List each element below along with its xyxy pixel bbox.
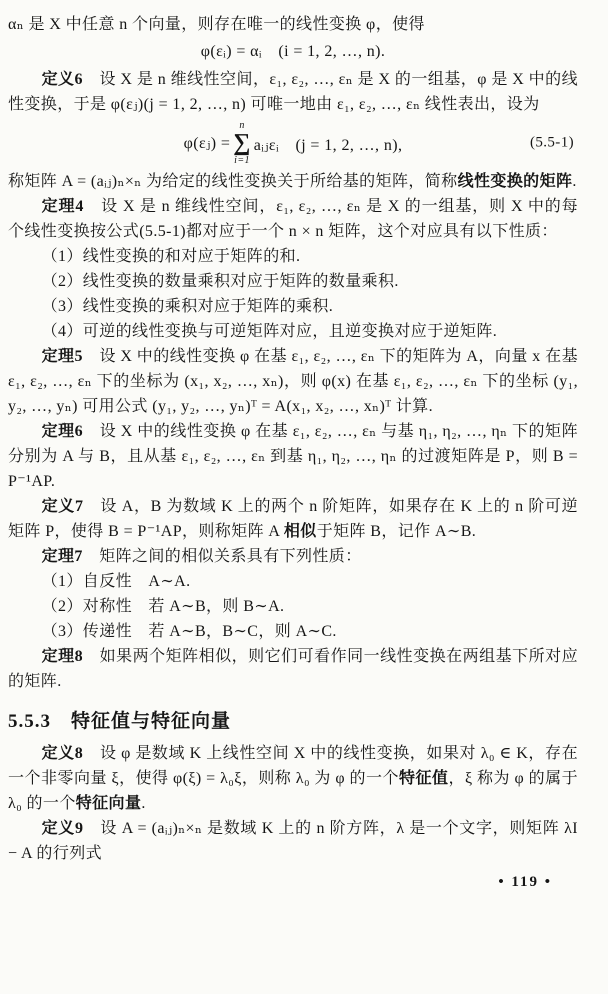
theorem-4-property-2 xyxy=(8,269,578,294)
definition-8 xyxy=(8,741,578,816)
text-run: 设 φ 是数域 K 上线性空间 X 中的线性变换，如果对 λ₀ ∈ K，存在一个非零向量 ξ，使得 φ(ξ) = λ₀ξ，则称 λ₀ 为 φ 的一个 xyxy=(8,745,578,787)
text-run: . xyxy=(141,795,146,812)
sum-lower-limit: i=1 xyxy=(234,155,250,166)
theorem-4-property-3 xyxy=(8,294,578,319)
formula-5-5-1 xyxy=(8,120,578,166)
theorem-4 xyxy=(8,194,578,244)
definition-9 xyxy=(8,816,578,866)
text-run: 于矩阵 B，记作 A∼B. xyxy=(316,523,477,540)
theorem-4-property-1 xyxy=(8,244,578,269)
formula-body xyxy=(184,120,403,166)
definition-7 xyxy=(8,494,578,544)
text-run: αₙ 是 X 中任意 n 个向量，则存在唯一的线性变换 φ，使得 xyxy=(8,16,425,33)
bold-term: 定义9 xyxy=(41,820,84,837)
bold-term: 定理5 xyxy=(41,348,83,365)
text-run: . xyxy=(572,173,577,190)
text-run: （4）可逆的线性变换与可逆矩阵对应，且逆变换对应于逆矩阵. xyxy=(41,323,498,340)
bold-term: 定义6 xyxy=(41,71,83,88)
theorem-7 xyxy=(8,544,578,569)
text-run: ，ξ 称为 φ 的属于 λ₀ 的一个 xyxy=(8,770,579,812)
text-run: 称矩阵 A = (aᵢⱼ)ₙ×ₙ 为给定的线性变换关于所给基的矩阵，简称 xyxy=(8,173,458,190)
summation-symbol xyxy=(233,120,251,166)
similarity-property-3 xyxy=(8,619,578,644)
text-run: （3）传递性 若 A∼B，B∼C，则 A∼C. xyxy=(41,623,337,640)
text-run: （2）对称性 若 A∼B，则 B∼A. xyxy=(41,598,285,615)
text-run: 设 X 中的线性变换 φ 在基 ε₁, ε₂, …, εₙ 与基 η₁, η₂, …, ηₙ 下的矩阵分别为 A 与 B，且从基 ε₁, ε₂, …, εₙ 到基 η₁, η₂, …, ηₙ 的过渡矩阵是 P，则 B = P⁻¹AP. xyxy=(8,423,578,490)
sigma-icon: ∑ xyxy=(233,130,251,156)
bold-term: 线性变换的矩阵 xyxy=(457,173,573,190)
bold-term: 定理6 xyxy=(41,423,84,440)
bold-term: 定理8 xyxy=(41,648,83,665)
bold-term: 相似 xyxy=(283,523,317,540)
text-run: 设 X 中的线性变换 φ 在基 ε₁, ε₂, …, εₙ 下的矩阵为 A，向量 x 在基 ε₁, ε₂, …, εₙ 下的坐标为 (x₁, x₂, …, xₙ)，则 φ(x) 在基 ε₁, ε₂, …, εₙ 下的坐标 (y₁, y₂, …, yₙ) 可用公式 (y₁, y₂, …, yₙ)ᵀ = A(x₁, x₂, …, xₙ)ᵀ 计算. xyxy=(8,348,578,415)
text-run: （3）线性变换的乘积对应于矩阵的乘积. xyxy=(41,298,334,315)
theorem-4-property-4 xyxy=(8,319,578,344)
text-run: （1）自反性 A∼A. xyxy=(41,573,191,590)
continuation-line xyxy=(8,12,578,37)
equation-tag: (5.5-1) xyxy=(529,134,574,151)
text-run: （1）线性变换的和对应于矩阵的和. xyxy=(41,248,301,265)
bold-term: 定理4 xyxy=(41,198,84,215)
sum-upper-limit: n xyxy=(239,120,245,131)
page-number: • 119 • xyxy=(498,874,552,890)
formula-lhs: φ(εⱼ) = xyxy=(183,135,231,152)
matrix-naming-paragraph xyxy=(8,169,578,194)
bold-term: 特征值 xyxy=(399,770,449,787)
text-run: 矩阵之间的相似关系具有下列性质： xyxy=(82,548,362,565)
bold-term: 定理7 xyxy=(41,548,83,565)
bold-term: 定义8 xyxy=(41,745,84,762)
theorem-6 xyxy=(8,419,578,494)
text-run: 设 X 是 n 维线性空间，ε₁, ε₂, …, εₙ 是 X 的一组基，则 X 中的每个线性变换按公式(5.5-1)都对应于一个 n × n 矩阵，这个对应具有以下性质： xyxy=(8,198,579,240)
bold-term: 定义7 xyxy=(41,498,84,515)
text-run: 设 A = (aᵢⱼ)ₙ×ₙ 是数域 K 上的 n 阶方阵，λ 是一个文字，则矩阵 λI − A 的行列式 xyxy=(8,820,578,862)
text-run: 设 X 是 n 维线性空间，ε₁, ε₂, …, εₙ 是 X 的一组基，φ 是 X 中的线性变换，于是 φ(εⱼ)(j = 1, 2, …, n) 可唯一地由 ε₁, ε₂, …, εₙ 线性表出，设为 xyxy=(8,71,579,113)
theorem-5 xyxy=(8,344,578,419)
bold-term: 特征向量 xyxy=(75,795,142,812)
text-run: （2）线性变换的数量乘积对应于矩阵的数量乘积. xyxy=(41,273,399,290)
formula-phi-epsilon xyxy=(8,38,578,66)
formula-body: φ(εᵢ) = αᵢ (i = 1, 2, …, n). xyxy=(200,43,386,60)
definition-6 xyxy=(8,67,578,117)
section-5-5-3-heading: 5.5.3 特征值与特征向量 xyxy=(8,711,232,732)
formula-rhs: aᵢⱼεᵢ (j = 1, 2, …, n), xyxy=(253,136,403,154)
text-run: 如果两个矩阵相似，则它们可看作同一线性变换在两组基下所对应的矩阵. xyxy=(8,648,578,690)
text-run: 设 A，B 为数域 K 上的两个 n 阶矩阵，如果存在 K 上的 n 阶可逆矩阵 P，使得 B = P⁻¹AP，则称矩阵 A xyxy=(8,498,579,540)
similarity-property-1 xyxy=(8,569,578,594)
similarity-property-2 xyxy=(8,594,578,619)
theorem-8 xyxy=(8,644,578,694)
